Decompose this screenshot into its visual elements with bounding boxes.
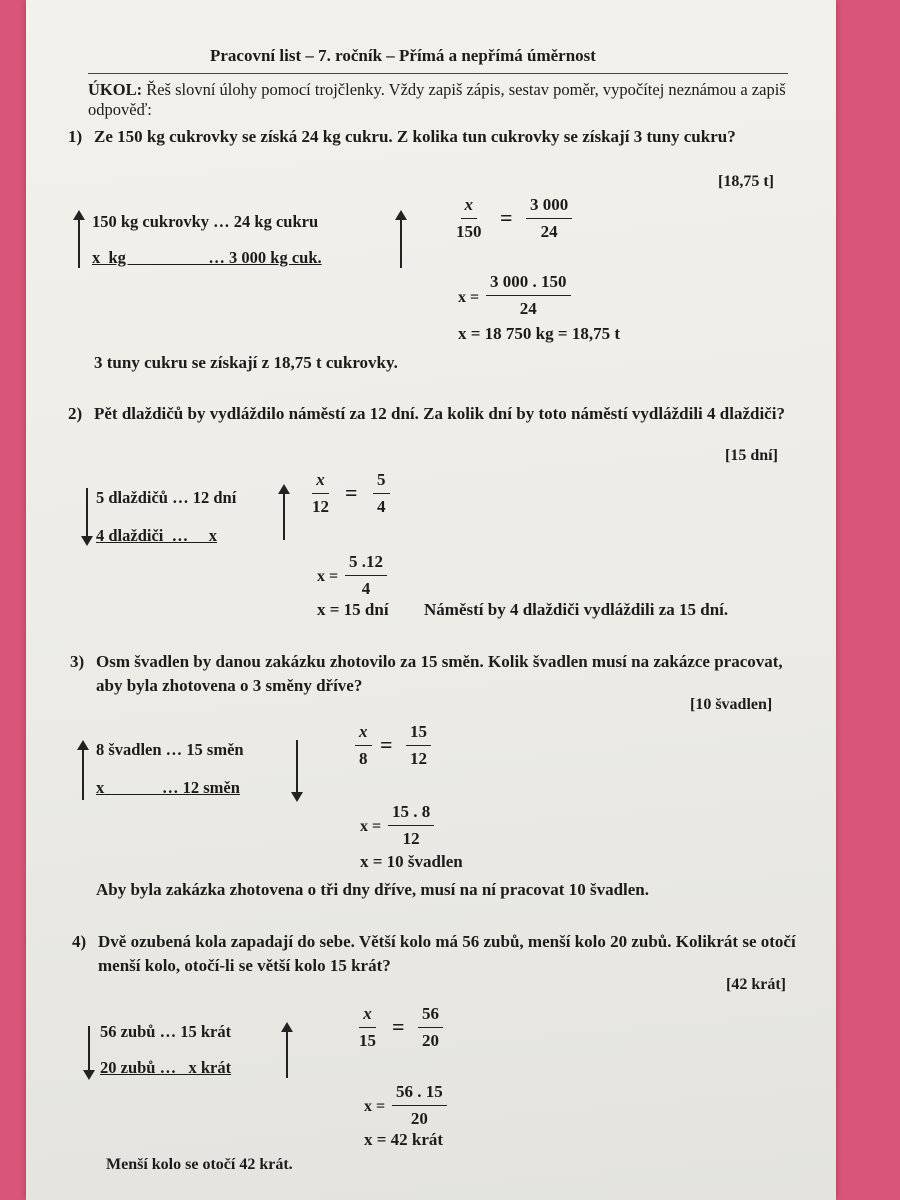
problem-3-solve-fraction: $\frac{15 . 8}{12}$ <box>388 802 434 849</box>
problem-1-right-fraction: $\frac{3 000}{24}$ <box>526 195 572 242</box>
problem-2-answer: Náměstí by 4 dlaždiči vydláždili za 15 dní. <box>424 600 729 619</box>
problem-3-answer: Aby byla zakázka zhotovena o tři dny dříve, musí na ní pracovat 10 švadlen. <box>96 880 650 899</box>
problem-3-number: 3) <box>70 652 85 671</box>
problem-2-solve-prefix: x = <box>317 568 339 585</box>
problem-2-left-fraction: $\frac{x}{12}$ <box>312 470 329 516</box>
problem-3-row1: 8 švadlen … 15 směn <box>96 740 244 759</box>
title-divider <box>88 73 788 74</box>
up-arrow-icon <box>400 212 402 268</box>
problem-2-row2: 4 dlaždiči … x <box>96 526 218 545</box>
problem-2-row1: 5 dlaždičů … 12 dní <box>96 488 237 507</box>
problem-2-result: [15 dní] <box>725 447 778 464</box>
down-arrow-icon <box>296 740 298 800</box>
problem-2-right-fraction: $\frac{5}{4}$ <box>373 470 390 517</box>
problem-1-solve-fraction: $\frac{3 000 . 150}{24}$ <box>486 272 571 319</box>
problem-1-solve-prefix: x = <box>458 289 480 306</box>
up-arrow-icon <box>82 742 84 800</box>
problem-1-row1: 150 kg cukrovky … 24 kg cukru <box>92 212 319 231</box>
problem-1-number: 1) <box>68 127 83 146</box>
equals-sign: = <box>380 732 393 757</box>
problem-3-right-fraction: $\frac{15}{12}$ <box>406 722 431 769</box>
problem-4-result: [42 krát] <box>726 976 786 993</box>
problem-2-number: 2) <box>68 404 83 423</box>
problem-3-result: [10 švadlen] <box>690 696 773 713</box>
problem-2-question: Pět dlaždičů by vydláždilo náměstí za 12 dní. Za kolik dní by toto náměstí vydláždili 4 dlaždiči? <box>94 404 785 423</box>
problem-4-solve-fraction: $\frac{56 . 15}{20}$ <box>392 1082 447 1129</box>
problem-1-answer: 3 tuny cukru se získají z 18,75 t cukrovky. <box>94 353 398 372</box>
equals-sign: = <box>500 205 513 230</box>
problem-1-left-fraction: $\frac{x}{150}$ <box>456 195 482 241</box>
equals-sign: = <box>392 1014 405 1039</box>
problem-3-question: Osm švadlen by danou zakázku zhotovilo za 15 směn. Kolik švadlen musí na zakázce pracovat, aby byla zhotovena o 3 směny dříve? <box>96 652 783 695</box>
problem-2-result-line: x = 15 dní <box>317 600 389 619</box>
problem-4-question: Dvě ozubená kola zapadají do sebe. Větší kolo má 56 zubů, menší kolo 20 zubů. Kolikrát se otočí menší kolo, otočí-li se větší kolo 15 krát? <box>98 932 796 975</box>
problem-4-solve-prefix: x = <box>364 1098 386 1115</box>
problem-3-left-fraction: $\frac{x}{8}$ <box>355 722 372 769</box>
problem-4-answer: Menší kolo se otočí 42 krát. <box>106 1156 293 1173</box>
task-label: ÚKOL: <box>88 80 143 99</box>
problem-4-result-line: x = 42 krát <box>364 1130 444 1149</box>
problem-3-solve-prefix: x = <box>360 818 382 835</box>
problem-1-result-line: x = 18 750 kg = 18,75 t <box>458 324 620 343</box>
equals-sign: = <box>345 480 358 505</box>
problem-3-result-line: x = 10 švadlen <box>360 852 463 871</box>
task-instructions <box>88 80 788 120</box>
problem-4-row1: 56 zubů … 15 krát <box>100 1022 232 1041</box>
down-arrow-icon <box>86 488 88 544</box>
problem-4-row2: 20 zubů … x krát <box>100 1058 232 1077</box>
problem-4-right-fraction: $\frac{56}{20}$ <box>418 1004 443 1051</box>
problem-1-result: [18,75 t] <box>718 173 774 190</box>
problem-4-left-fraction: $\frac{x}{15}$ <box>359 1004 376 1050</box>
up-arrow-icon <box>286 1024 288 1078</box>
problem-4-number: 4) <box>72 932 87 951</box>
up-arrow-icon <box>78 212 80 268</box>
page-title: Pracovní list – 7. ročník – Přímá a nepřímá úměrnost <box>210 46 596 65</box>
problem-2-solve-fraction: $\frac{5 .12}{4}$ <box>345 552 387 599</box>
problem-1-question: Ze 150 kg cukrovky se získá 24 kg cukru. Z kolika tun cukrovky se získají 3 tuny cukru? <box>94 127 736 146</box>
problem-1-row2: x kg … 3 000 kg cuk. <box>92 248 322 267</box>
task-text: Řeš slovní úlohy pomocí trojčlenky. Vždy zapiš zápis, sestav poměr, vypočítej neznámou a zapiš odpověď: <box>88 80 786 119</box>
problem-3-row2: x … 12 směn <box>96 778 240 797</box>
up-arrow-icon <box>283 486 285 540</box>
down-arrow-icon <box>88 1026 90 1078</box>
